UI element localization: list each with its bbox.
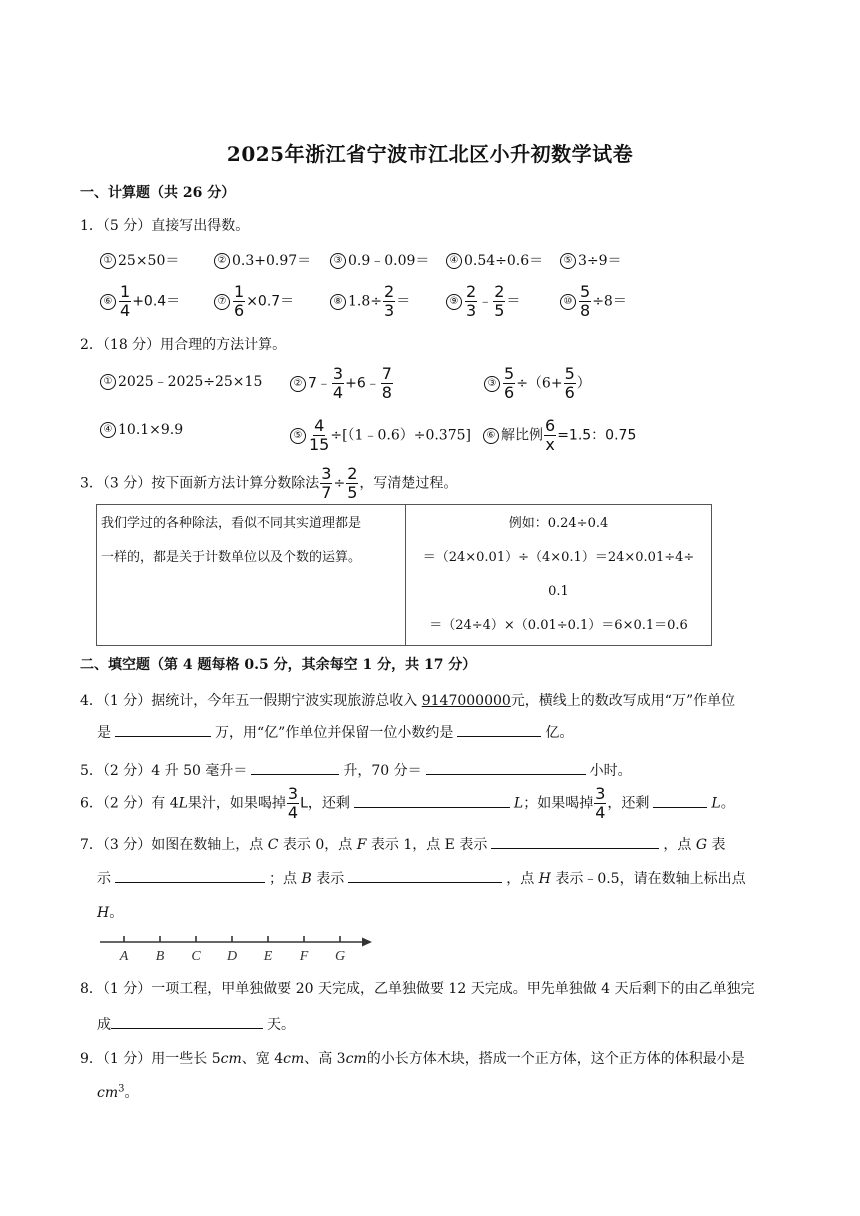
q5-line: 5．（2 分）4 升 50 毫升＝ 升，70 分＝ 小时。 — [80, 760, 632, 780]
number-line-label-e: E — [263, 949, 273, 964]
q1-item-6: ⑥ $\frac{1}{4}$ +0.4＝ — [100, 284, 180, 319]
q6-blank-2[interactable] — [653, 793, 707, 808]
q8-line-1: 8．（1 分）一项工程，甲单独做要 20 天完成，乙单独做要 12 天完成。甲先单独做 4 天后剩下的由乙单独完 — [80, 981, 755, 997]
number-line-arrow-icon — [362, 938, 372, 947]
number-line-label-g: G — [334, 949, 346, 964]
section-1-heading: 一、计算题（共 26 分） — [80, 185, 236, 201]
q3-method-table — [96, 504, 712, 646]
q1-item-2: ② 0.3+0.97＝ — [214, 250, 311, 270]
number-line-label-f: F — [299, 949, 309, 964]
number-line-label-b: B — [155, 949, 165, 964]
number-line-figure — [96, 930, 376, 964]
q8-blank[interactable] — [111, 1014, 263, 1029]
q1-stem: 1．（5 分）直接写出得数。 — [80, 218, 250, 234]
q4-line-1: 4．（1 分）据统计，今年五一假期宁波实现旅游总收入 9147000000元，横线上的数改写成用“万”作单位 — [80, 693, 736, 709]
q9-line-1: 9．（1 分）用一些长 5cm、宽 4cm、高 3cm的小长方体木块，搭成一个正方体，这个正方体的体积最小是 — [80, 1051, 745, 1067]
q7-line-2: 示 ；点 B 表示 ，点 H 表示﹣0.5，请在数轴上标出点 — [97, 868, 746, 888]
q1-item-8: ⑧ 1.8÷ $\frac{2}{3}$ ＝ — [330, 284, 410, 319]
q1-item-5: ⑤ 3÷9＝ — [560, 250, 622, 270]
number-line-label-a: A — [119, 949, 129, 964]
q1-item-10: ⑩ $\frac{5}{8}$ ÷8＝ — [560, 284, 627, 319]
q7-blank-1[interactable] — [491, 834, 659, 849]
q7-blank-3[interactable] — [348, 868, 502, 883]
q4-line-2: 是 万，用“亿”作单位并保留一位小数约是 亿。 — [97, 722, 573, 742]
q5-blank-2[interactable] — [426, 760, 586, 775]
q2-item-6: ⑥ 解比例 $\frac{6}{x}$ =1.5：0.75 — [483, 418, 636, 453]
q8-line-2: 成 天。 — [97, 1014, 295, 1034]
q2-stem: 2．（18 分）用合理的方法计算。 — [80, 337, 287, 353]
q2-item-3: ③ $\frac{5}{6}$ ÷（6+ $\frac{5}{6}$ ） — [484, 366, 591, 401]
q3-example-cell: 例如：0.24÷0.4 ＝（24×0.01）÷（4×0.1）＝24×0.01÷4÷ 0.1 ＝（24÷4）×（0.01÷0.1）＝6×0.1＝0.6 — [406, 505, 712, 646]
q4-blank-1[interactable] — [115, 722, 211, 737]
q1-item-9: ⑨ $\frac{2}{3}$ ﹣ $\frac{2}{5}$ ＝ — [446, 284, 520, 319]
number-line-label-d: D — [226, 949, 238, 964]
q3-stem: 3．（3 分）按下面新方法计算分数除法 $\frac{3}{7}$ ÷ $\frac{2}{5}$ ，写清楚过程。 — [80, 464, 458, 502]
q9-line-2: $cm^3$。 — [97, 1083, 139, 1101]
q1-item-4: ④ 0.54÷0.6＝ — [446, 250, 543, 270]
q2-item-1: ① 2025﹣2025÷25×15 — [100, 371, 262, 391]
section-2-heading: 二、填空题（第 4 题每格 0.5 分，其余每空 1 分，共 17 分） — [80, 657, 477, 673]
q6-blank-1[interactable] — [354, 793, 510, 808]
q2-item-4: ④ 10.1×9.9 — [100, 422, 183, 438]
q7-line-1: 7．（3 分）如图在数轴上，点 C 表示 0，点 F 表示 1，点 E 表示 ，点 G 表 — [80, 834, 725, 854]
q1-item-1: ① 25×50＝ — [100, 250, 179, 270]
q1-item-7: ⑦ $\frac{1}{6}$ ×0.7＝ — [214, 284, 294, 319]
q5-blank-1[interactable] — [251, 760, 339, 775]
q4-blank-2[interactable] — [457, 722, 541, 737]
q2-item-2: ② 7﹣ $\frac{3}{4}$ +6﹣ $\frac{7}{8}$ — [290, 366, 394, 401]
number-line-label-c: C — [191, 949, 201, 964]
q6-line: 6．（2 分）有 4L果汁，如果喝掉 $\frac{3}{4}$ L，还剩 L；如果喝掉 $\frac{3}{4}$ ，还剩 L。 — [80, 784, 735, 822]
q7-line-3: H。 — [97, 905, 124, 921]
q3-left-cell: 我们学过的各种除法，看似不同其实道理都是 一样的，都是关于计数单位以及个数的运算。 — [97, 505, 406, 646]
page-title: 2025年浙江省宁波市江北区小升初数学试卷 — [226, 142, 634, 166]
q7-blank-2[interactable] — [115, 868, 265, 883]
q1-item-3: ③ 0.9﹣0.09＝ — [330, 250, 429, 270]
q2-item-5: ⑤ $\frac{4}{15}$ ÷[（1﹣0.6）÷0.375] — [290, 418, 471, 453]
